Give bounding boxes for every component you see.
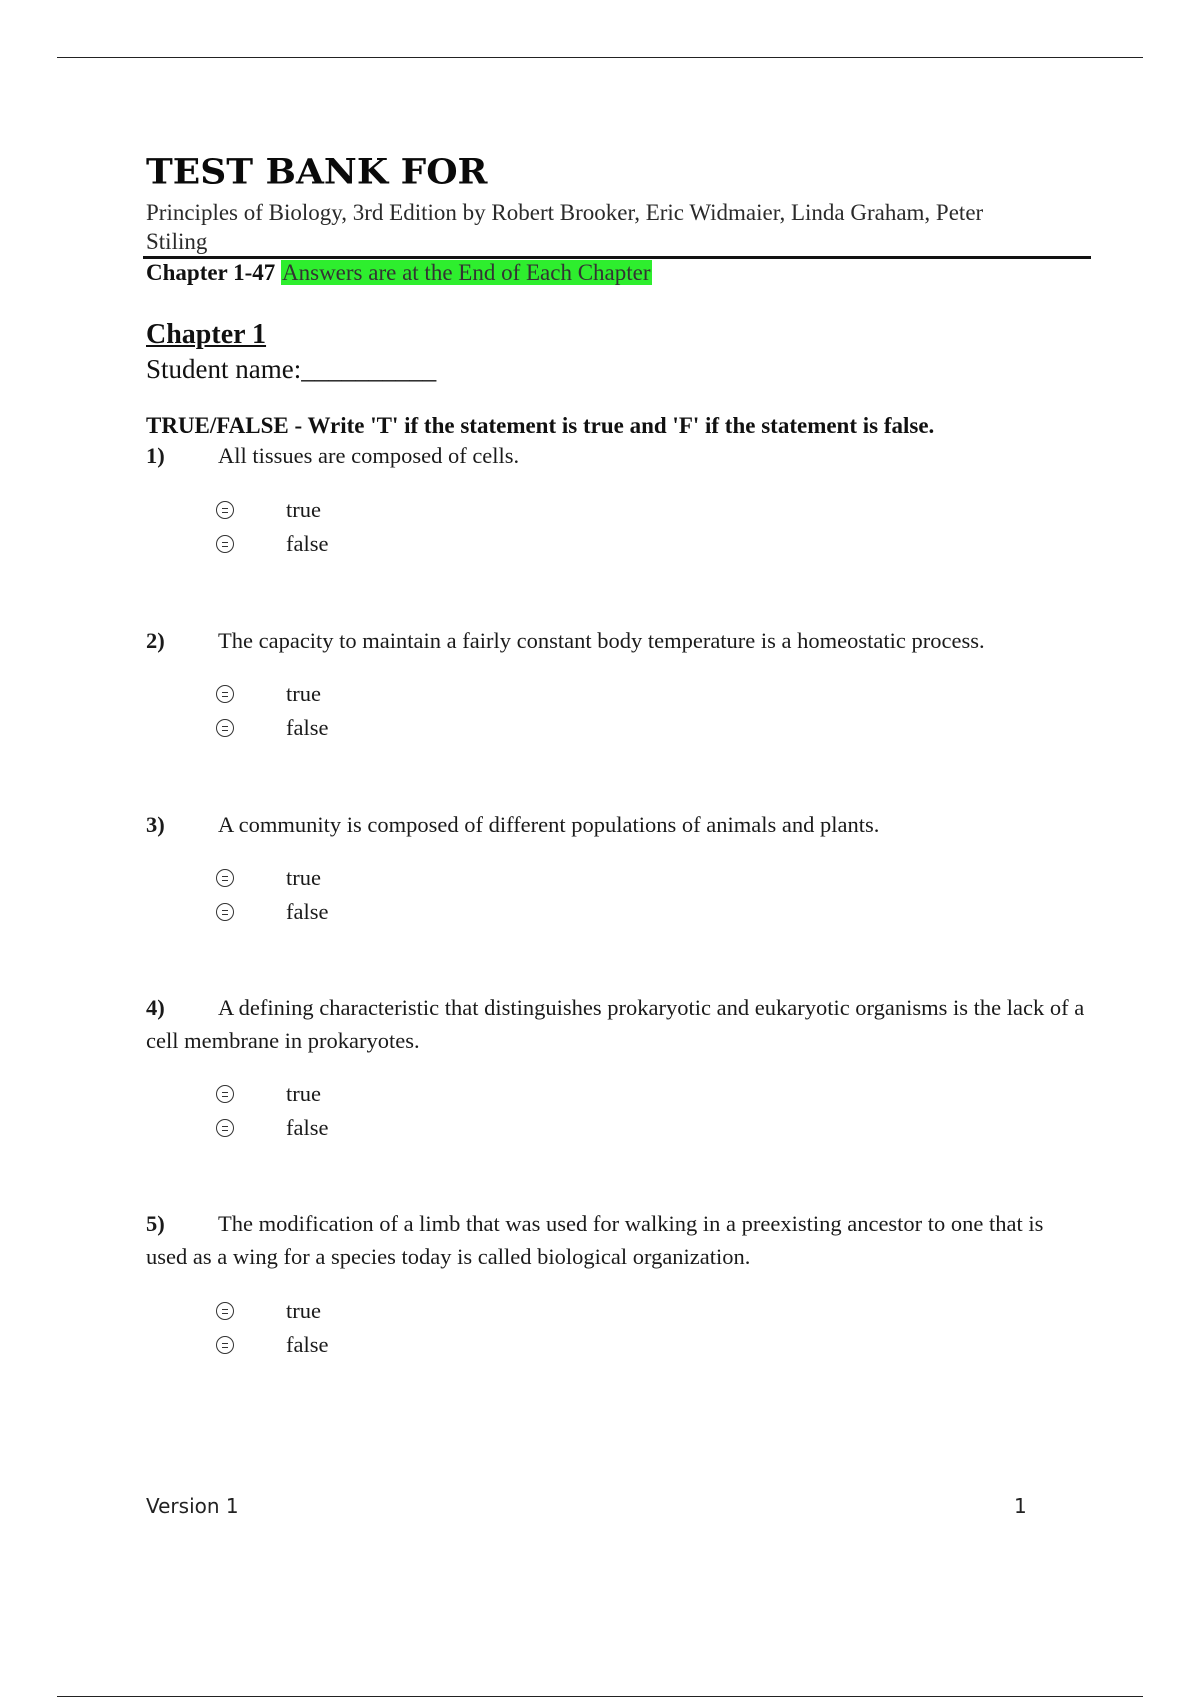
chapters-line [146,258,652,288]
page-top-rule [57,57,1143,58]
chapters-label: Chapter 1-47 [146,260,276,285]
radio-button-icon[interactable] [216,535,234,553]
section-instructions: TRUE/FALSE - Write 'T' if the statement is true and 'F' if the statement is false. [146,413,935,438]
option-false[interactable] [216,1328,328,1362]
radio-button-icon[interactable] [216,1336,234,1354]
radio-button-icon[interactable] [216,869,234,887]
radio-button-icon[interactable] [216,1085,234,1103]
option-true[interactable] [216,677,328,711]
footer-page-number: 1 [1014,1494,1027,1518]
option-label: true [286,865,321,890]
option-label: true [286,681,321,706]
radio-button-icon[interactable] [216,903,234,921]
option-label: false [286,1115,329,1140]
option-label: true [286,497,321,522]
radio-button-icon[interactable] [216,1302,234,1320]
question-number: 1) [146,443,165,468]
option-true[interactable] [216,1294,328,1328]
page-bottom-rule [57,1696,1143,1697]
question-5 [146,1207,1086,1273]
document-title: TEST BANK FOR [146,152,488,192]
chapter-heading: Chapter 1 [146,319,267,350]
question-1 [146,439,1086,472]
option-label: true [286,1298,321,1323]
book-subtitle: Principles of Biology, 3rd Edition by Robert Brooker, Eric Widmaier, Linda Graham, Peter Stiling [146,200,984,254]
question-2 [146,624,1086,657]
option-false[interactable] [216,527,328,561]
option-label: false [286,1332,329,1357]
question-text: The capacity to maintain a fairly constant body temperature is a homeostatic process. [218,628,985,653]
footer-version: Version 1 [146,1494,239,1518]
question-number: 2) [146,628,165,653]
option-false[interactable] [216,1111,328,1145]
student-name-line: Student name:__________ [146,354,437,384]
question-3-options [216,861,328,929]
option-false[interactable] [216,711,328,745]
option-label: false [286,899,329,924]
option-label: false [286,715,329,740]
question-4 [146,991,1086,1057]
option-true[interactable] [216,1077,328,1111]
question-text: A defining characteristic that distinguishes prokaryotic and eukaryotic organisms is the lack of a cell membrane in prokaryotes. [146,995,1085,1053]
option-true[interactable] [216,493,328,527]
option-false[interactable] [216,895,328,929]
question-2-options [216,677,328,745]
answers-note-highlight: Answers are at the End of Each Chapter [282,260,651,285]
question-1-options [216,493,328,561]
radio-button-icon[interactable] [216,685,234,703]
question-text: All tissues are composed of cells. [218,443,520,468]
question-text: A community is composed of different populations of animals and plants. [218,812,880,837]
question-number: 4) [146,995,165,1020]
question-number: 3) [146,812,165,837]
radio-button-icon[interactable] [216,719,234,737]
option-label: true [286,1081,321,1106]
radio-button-icon[interactable] [216,1119,234,1137]
option-true[interactable] [216,861,328,895]
question-4-options [216,1077,328,1145]
question-number: 5) [146,1211,165,1236]
question-5-options [216,1294,328,1362]
radio-button-icon[interactable] [216,501,234,519]
option-label: false [286,531,329,556]
question-text: The modification of a limb that was used for walking in a preexisting ancestor to one that is used as a wing for a species today is called biological organization. [146,1211,1044,1269]
question-3 [146,808,1086,841]
